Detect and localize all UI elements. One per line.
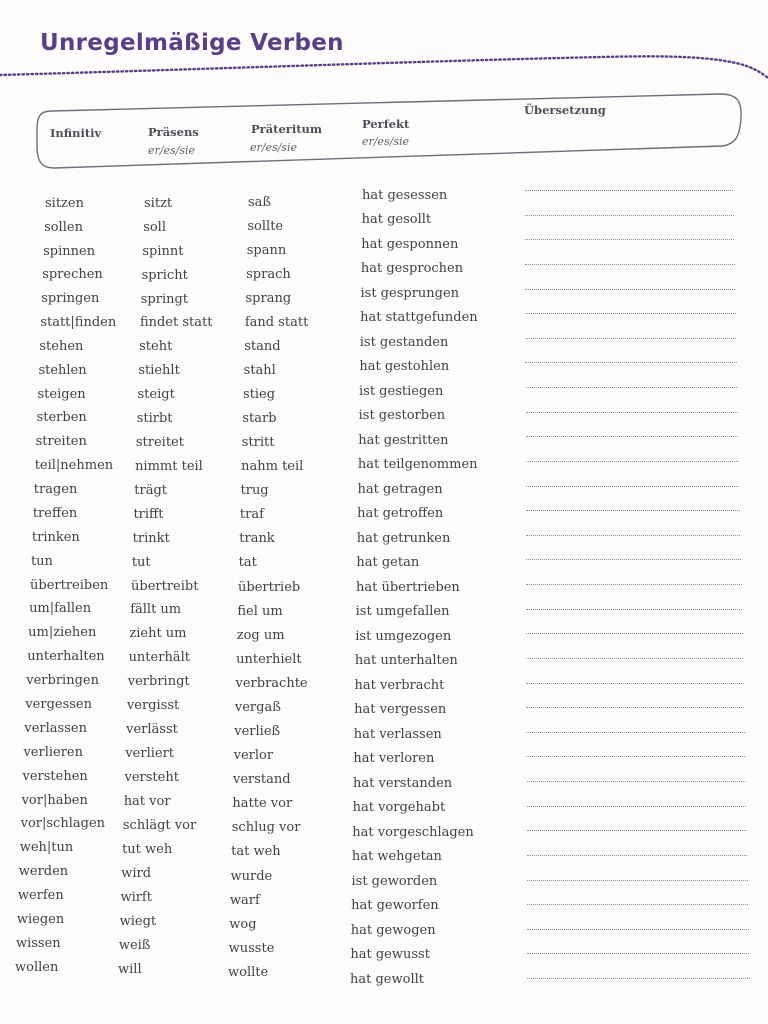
verb-infinitiv: streiten	[35, 434, 87, 450]
verb-praesens: wirft	[120, 890, 152, 906]
verb-praeteritum: fiel um	[237, 603, 283, 619]
verb-praeteritum: hatte vor	[232, 796, 293, 812]
verb-praesens: tut	[131, 554, 151, 570]
verb-praeteritum: stand	[244, 339, 281, 355]
verb-infinitiv: verstehen	[22, 768, 88, 784]
verb-praeteritum: tat	[238, 555, 257, 571]
translation-blank-line[interactable]	[527, 830, 747, 831]
verb-perfekt: hat wehgetan	[351, 849, 442, 865]
verb-infinitiv: steigen	[37, 386, 86, 402]
verb-praesens: wird	[121, 866, 152, 882]
verb-row	[0, 744, 768, 767]
verb-infinitiv: verlassen	[24, 720, 87, 736]
translation-blank-line[interactable]	[527, 953, 750, 954]
translation-blank-line[interactable]	[525, 313, 735, 314]
verb-row	[0, 334, 768, 359]
header-box	[0, 88, 768, 178]
verb-perfekt: ist umgezogen	[355, 628, 452, 644]
translation-blank-line[interactable]	[525, 289, 735, 290]
verb-row	[0, 625, 768, 645]
verb-infinitiv: sollen	[44, 219, 83, 235]
verb-infinitiv: tun	[30, 553, 53, 569]
verb-infinitiv: um|ziehen	[28, 625, 97, 641]
verb-perfekt: hat verstanden	[353, 775, 453, 791]
header-praesens: Präsens	[148, 125, 199, 139]
verb-praeteritum: verbrachte	[235, 675, 308, 691]
verb-praesens: findet statt	[139, 315, 213, 331]
verb-infinitiv: stehen	[39, 338, 84, 354]
verb-praeteritum: verlor	[233, 748, 274, 764]
verb-praesens: übertreibt	[131, 578, 199, 594]
verb-praesens: trägt	[134, 482, 167, 498]
verb-row	[0, 934, 768, 963]
verb-row	[0, 958, 768, 987]
translation-blank-line[interactable]	[527, 978, 750, 979]
verb-perfekt: hat gewogen	[350, 922, 436, 938]
verb-praesens: verbringt	[127, 674, 190, 690]
header-praesens-sub: er/es/sie	[148, 144, 196, 157]
translation-blank-line[interactable]	[525, 362, 736, 363]
translation-blank-line[interactable]	[526, 559, 741, 560]
verb-praeteritum: stahl	[243, 363, 276, 379]
verb-row	[0, 601, 768, 621]
verb-praesens: spinnt	[142, 243, 184, 259]
verb-perfekt: hat stattgefunden	[360, 310, 478, 326]
verb-infinitiv: teil|nehmen	[34, 458, 114, 474]
verb-praesens: wiegt	[119, 914, 157, 929]
verb-praeteritum: spann	[246, 243, 287, 259]
verb-praeteritum: stieg	[243, 387, 276, 403]
verb-praesens: will	[118, 962, 142, 977]
verb-row	[0, 696, 768, 716]
verb-praeteritum: nahm teil	[241, 459, 304, 475]
verb-praeteritum: fand statt	[244, 315, 309, 331]
verb-praesens: tut weh	[122, 842, 173, 858]
verb-perfekt: hat getan	[356, 555, 420, 570]
verb-row	[0, 791, 768, 816]
verb-praeteritum: stritt	[241, 435, 275, 451]
verb-praeteritum: wog	[229, 916, 257, 932]
verb-praesens: unterhält	[128, 650, 190, 666]
verb-row	[0, 815, 768, 840]
verb-infinitiv: treffen	[32, 505, 78, 521]
verb-row	[0, 910, 768, 938]
translation-blank-line[interactable]	[526, 633, 742, 634]
verb-praesens: verliert	[125, 746, 175, 762]
verb-praeteritum: sprang	[245, 291, 292, 307]
verb-praeteritum: traf	[239, 507, 264, 523]
translation-blank-line[interactable]	[525, 264, 734, 265]
translation-blank-line[interactable]	[525, 239, 734, 240]
verb-row	[0, 720, 768, 740]
verb-perfekt: hat gestohlen	[359, 359, 450, 375]
verb-infinitiv: vergessen	[25, 696, 92, 712]
verb-perfekt: hat geworfen	[351, 898, 439, 914]
verb-row	[0, 506, 768, 526]
verb-perfekt: hat getrunken	[356, 530, 451, 546]
verb-row	[0, 383, 768, 407]
translation-blank-line[interactable]	[526, 584, 742, 585]
translation-blank-line[interactable]	[526, 658, 743, 659]
verb-perfekt: hat vorgeschlagen	[352, 824, 474, 840]
page-title: Unregelmäßige Verben	[40, 30, 344, 56]
header-infinitiv: Infinitiv	[50, 126, 102, 140]
verb-infinitiv: um|fallen	[29, 601, 92, 617]
verb-praesens: stiehlt	[138, 363, 180, 379]
verb-row	[0, 839, 768, 865]
verb-row	[0, 261, 768, 287]
verb-praeteritum: starb	[242, 411, 277, 427]
verb-infinitiv: trinken	[31, 529, 80, 545]
verb-praeteritum: zog um	[236, 627, 285, 643]
verb-praesens: spricht	[141, 267, 188, 283]
verb-infinitiv: sitzen	[45, 196, 84, 211]
verb-infinitiv: übertreiben	[30, 577, 109, 593]
verb-infinitiv: statt|finden	[40, 315, 117, 331]
verb-row	[0, 672, 768, 692]
verb-praesens: steigt	[137, 387, 175, 403]
verb-row	[0, 553, 768, 573]
translation-blank-line[interactable]	[526, 387, 738, 388]
verb-perfekt: hat gewollt	[350, 972, 424, 987]
verb-perfekt: hat gesessen	[362, 188, 448, 203]
translation-blank-line[interactable]	[526, 461, 739, 462]
verb-row	[0, 863, 768, 889]
verb-praesens: trinkt	[132, 530, 170, 546]
verb-praeteritum: unterhielt	[236, 651, 302, 667]
verb-perfekt: ist gestiegen	[359, 383, 444, 399]
verb-perfekt: hat getragen	[357, 481, 443, 497]
verb-perfekt: hat getroffen	[357, 506, 444, 522]
verb-infinitiv: werfen	[17, 888, 64, 904]
verb-perfekt: ist umgefallen	[355, 604, 450, 619]
verb-praeteritum: warf	[229, 892, 260, 908]
translation-blank-line[interactable]	[527, 781, 746, 782]
verb-row	[0, 648, 768, 668]
verb-praesens: hat vor	[123, 794, 171, 810]
verb-row	[0, 410, 768, 430]
verb-infinitiv: verbringen	[26, 673, 99, 689]
translation-blank-line[interactable]	[526, 756, 745, 757]
verb-perfekt: hat vorgehabt	[352, 800, 446, 816]
verb-perfekt: hat verbracht	[354, 677, 445, 693]
verb-row	[0, 458, 768, 478]
verb-perfekt: hat vergessen	[354, 702, 447, 718]
verb-infinitiv: springen	[41, 291, 100, 307]
translation-blank-line[interactable]	[525, 215, 733, 216]
header-praeteritum-sub: er/es/sie	[250, 141, 298, 154]
verb-praeteritum: verstand	[233, 772, 291, 788]
verb-praesens: zieht um	[129, 626, 187, 642]
verb-infinitiv: werden	[18, 864, 69, 880]
translation-blank-line[interactable]	[526, 510, 740, 511]
header-perfekt-sub: er/es/sie	[362, 135, 410, 148]
verb-perfekt: ist gesprungen	[360, 285, 460, 301]
translation-blank-line[interactable]	[526, 609, 742, 610]
verb-praesens: nimmt teil	[135, 458, 203, 474]
verb-infinitiv: spinnen	[43, 243, 96, 259]
header-perfekt: Perfekt	[362, 117, 410, 131]
verb-praesens: soll	[143, 219, 167, 235]
translation-blank-line[interactable]	[525, 190, 733, 191]
translation-blank-line[interactable]	[526, 683, 743, 684]
verb-row	[0, 434, 768, 454]
verb-praesens: weiß	[118, 938, 151, 953]
verb-row	[0, 577, 768, 597]
verb-infinitiv: stehlen	[38, 362, 87, 378]
dotted-title-divider	[0, 40, 768, 85]
verb-row	[0, 887, 768, 914]
verb-perfekt: hat gesponnen	[361, 236, 459, 252]
verb-perfekt: hat übertrieben	[356, 579, 460, 595]
verb-infinitiv: wissen	[15, 936, 61, 952]
verb-row	[0, 482, 768, 502]
verb-praeteritum: schlug vor	[231, 820, 301, 836]
translation-blank-line[interactable]	[527, 880, 748, 881]
verb-perfekt: hat teilgenommen	[357, 457, 478, 473]
verb-row	[0, 285, 768, 311]
verb-perfekt: ist geworden	[351, 873, 438, 889]
translation-blank-line[interactable]	[526, 486, 740, 487]
verb-praesens: schlägt vor	[122, 818, 197, 834]
verb-praesens: verlässt	[126, 722, 178, 738]
translation-blank-line[interactable]	[527, 904, 749, 905]
verb-praeteritum: wollte	[228, 965, 269, 980]
verb-infinitiv: sprechen	[42, 267, 103, 283]
verb-praeteritum: verließ	[234, 723, 281, 739]
verb-infinitiv: vor|schlagen	[20, 816, 106, 832]
verb-perfekt: hat gestritten	[358, 432, 449, 448]
translation-blank-line[interactable]	[526, 535, 741, 536]
verb-infinitiv: vor|haben	[21, 792, 88, 808]
verb-perfekt: ist gestorben	[358, 408, 446, 424]
verb-praesens: stirbt	[136, 411, 173, 427]
verb-praesens: streitet	[135, 434, 184, 450]
verb-praesens: vergisst	[126, 698, 180, 714]
header-uebersetzung: Übersetzung	[524, 103, 606, 117]
verb-infinitiv: verlieren	[23, 744, 83, 760]
verb-infinitiv: weh|tun	[19, 840, 74, 856]
verb-infinitiv: wollen	[15, 960, 59, 975]
verb-perfekt: hat gesollt	[361, 212, 432, 228]
verb-praeteritum: wusste	[228, 940, 275, 956]
translation-blank-line[interactable]	[526, 412, 738, 413]
verb-infinitiv: unterhalten	[27, 649, 105, 665]
translation-blank-line[interactable]	[527, 929, 749, 930]
translation-blank-line[interactable]	[526, 436, 739, 437]
verb-praesens: versteht	[124, 770, 179, 786]
verb-infinitiv: sterben	[36, 410, 87, 426]
verb-row	[0, 310, 768, 335]
translation-blank-line[interactable]	[527, 855, 748, 856]
verb-praesens: fällt um	[130, 602, 182, 618]
verb-perfekt: hat gewusst	[350, 947, 430, 963]
header-praeteritum: Präteritum	[251, 122, 323, 136]
verb-praeteritum: trug	[240, 483, 269, 499]
verb-praesens: trifft	[133, 506, 164, 522]
verb-praeteritum: sollte	[247, 219, 284, 235]
verb-row	[0, 768, 768, 791]
verb-praeteritum: wurde	[230, 868, 273, 884]
verb-praeteritum: sprach	[246, 267, 291, 283]
verb-praesens: springt	[140, 291, 189, 307]
verb-praeteritum: übertrieb	[238, 579, 301, 595]
verb-row	[0, 359, 768, 383]
verb-perfekt: hat gesprochen	[360, 261, 464, 277]
verb-praesens: steht	[139, 339, 173, 355]
verb-perfekt: ist gestanden	[359, 334, 449, 350]
verb-perfekt: hat unterhalten	[354, 653, 458, 669]
translation-blank-line[interactable]	[525, 338, 736, 339]
verb-praeteritum: trank	[239, 531, 275, 547]
verb-praesens: sitzt	[144, 196, 173, 211]
verb-praeteritum: vergaß	[234, 699, 281, 715]
verb-perfekt: hat verlassen	[353, 726, 442, 742]
verb-infinitiv: wiegen	[16, 912, 65, 928]
verb-row	[0, 529, 768, 549]
translation-blank-line[interactable]	[526, 732, 744, 733]
translation-blank-line[interactable]	[527, 806, 747, 807]
verb-perfekt: hat verloren	[353, 751, 435, 767]
verb-praeteritum: tat weh	[231, 844, 281, 860]
translation-blank-line[interactable]	[526, 707, 744, 708]
verb-praeteritum: saß	[248, 195, 272, 210]
verb-infinitiv: tragen	[33, 482, 78, 498]
